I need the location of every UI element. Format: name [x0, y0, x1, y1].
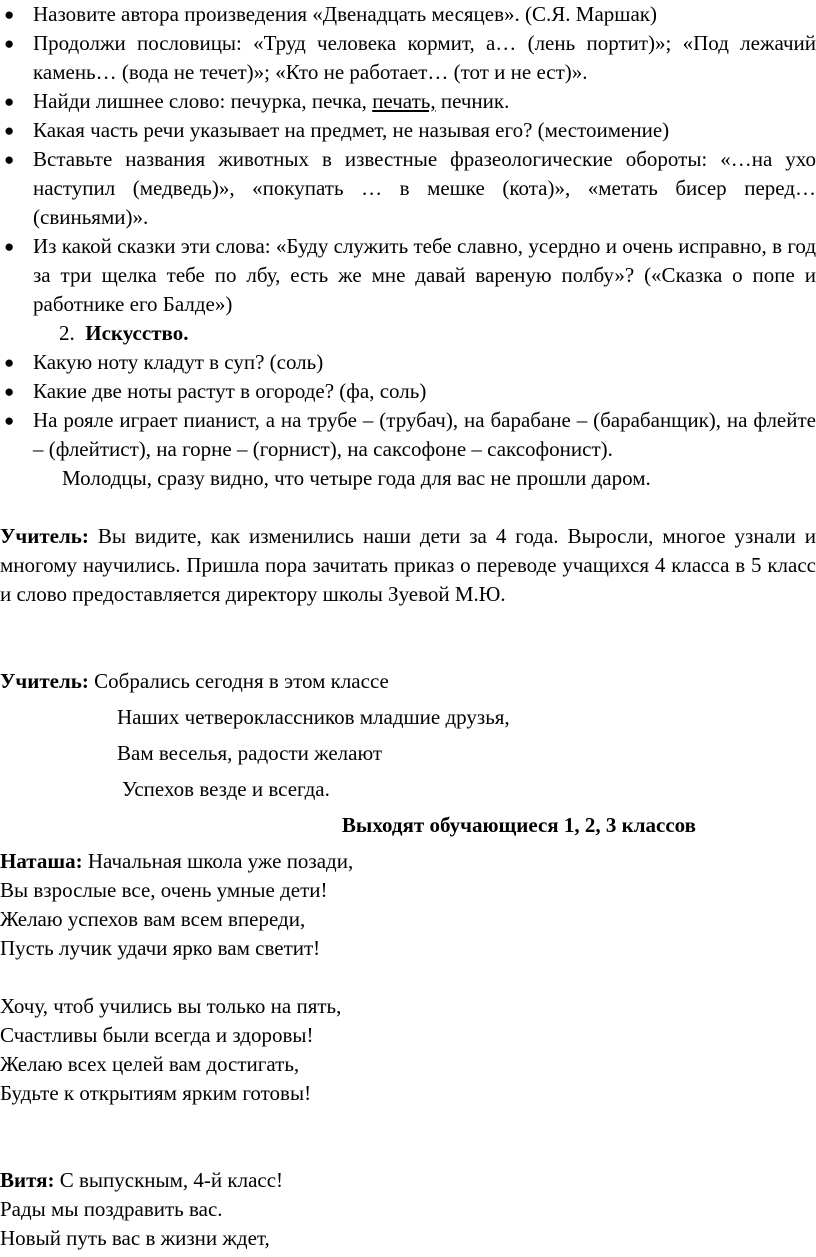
bullet-icon: ● — [4, 34, 15, 53]
teacher-poem: Учитель: Собрались сегодня в этом классе Наших четвероклассников младшие друзья, Вам веселья, радости желают Успехов везде и всегда. — [0, 669, 510, 801]
speaker-label: Витя: — [0, 1168, 55, 1192]
bullet-icon: ● — [4, 237, 15, 256]
bullet-icon: ● — [4, 121, 15, 140]
quiz-list-art — [0, 348, 816, 464]
stage-direction: Выходят обучающиеся 1, 2, 3 классов — [341, 813, 696, 837]
bullet-icon: ● — [4, 411, 15, 430]
list-item: ● Вставьте названия животных в известные фразеологические обороты: «…на ухо наступил (медведь)», «покупать … в мешке (кота)», «метать бисер перед… (свиньями)». — [4, 147, 816, 229]
section-heading: 2. Искусство. — [59, 321, 189, 345]
natasha-poem: Наташа: Начальная школа уже позади, Вы взрослые все, очень умные дети! Желаю успехов вам всем впереди, Пусть лучик удачи ярко вам светит! Хочу, чтоб учились вы только на пять, Счастливы были всегда и здоровы! Желаю всех целей вам достигать, Будьте к открытиям ярким готовы! — [0, 849, 354, 1105]
praise-line: Молодцы, сразу видно, что четыре года для вас не прошли даром. — [62, 466, 651, 490]
list-item: ● Найди лишнее слово: печурка, печка, печать, печник. — [0, 87, 816, 116]
bullet-icon: ● — [4, 5, 15, 24]
quiz-list-language — [0, 0, 816, 319]
bullet-icon: ● — [4, 150, 15, 169]
list-item: ● Какие две ноты растут в огороде? (фа, соль) — [0, 377, 816, 406]
teacher-speech-1: Учитель: Вы видите, как изменились наши дети за 4 года. Выросли, многое узнали и многому научились. Пришла пора зачитать приказ о переводе учащихся 4 класса в 5 класс и слово предоставляется директору школы Зуевой М.Ю. — [0, 524, 816, 606]
speaker-label: Учитель: — [0, 669, 89, 693]
list-item: ● Продолжи пословицы: «Труд человека кормит, а… (лень портит)»; «Под лежачий камень… (вода не течет)»; «Кто не работает… (тот и не ест)». — [4, 31, 816, 84]
bullet-icon: ● — [4, 92, 15, 111]
list-item: ● Из какой сказки эти слова: «Буду служить тебе славно, усердно и очень исправно, в год за три щелка тебе по лбу, есть же мне давай вареную полбу»? («Сказка о попе и работнике его Балде») — [4, 234, 816, 316]
list-item: ● Какая часть речи указывает на предмет, не называя его? (местоимение) — [0, 116, 816, 145]
bullet-icon: ● — [4, 382, 15, 401]
list-item: ● На рояле играет пианист, а на трубе – (трубач), на барабане – (барабанщик), на флейте – (флейтист), на горне – (горнист), на саксофоне – саксофонист). — [4, 408, 816, 461]
vitya-poem: Витя: С выпускным, 4-й класс! Рады мы поздравить вас. Новый путь вас в жизни ждет, — [0, 1168, 284, 1250]
underlined-word: печать, — [372, 89, 436, 113]
bullet-icon: ● — [4, 353, 15, 372]
list-item: ● Какую ноту кладут в суп? (соль) — [0, 348, 816, 377]
speaker-label: Наташа: — [0, 849, 83, 873]
speaker-label: Учитель: — [0, 524, 89, 548]
list-item: ● Назовите автора произведения «Двенадцать месяцев». (С.Я. Маршак) — [0, 0, 816, 29]
